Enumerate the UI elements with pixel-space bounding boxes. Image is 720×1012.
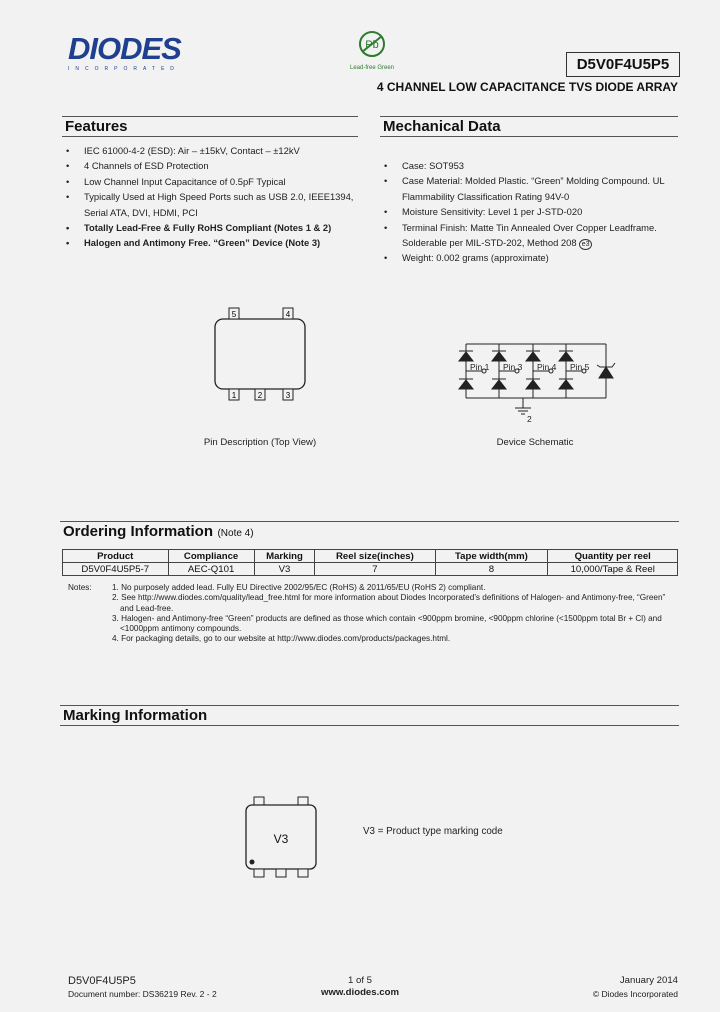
pin-label: 1: [231, 391, 237, 400]
diode-icon: [459, 380, 473, 389]
footer-document-number: Document number: DS36219 Rev. 2 - 2: [68, 989, 217, 999]
note-text: 2. See http://www.diodes.com/quality/lead_free.html for more information about Diodes Incorporated’s definitions of Halogen- and Antimony-free, “Green”: [112, 593, 666, 603]
column-header: Reel size(inches): [315, 550, 435, 563]
diode-icon: [459, 352, 473, 361]
footer-page: 1 of 5: [347, 975, 372, 986]
notes-label: Notes:: [68, 583, 92, 592]
chip-marking-text: V3: [273, 832, 289, 846]
mechanical-item: [380, 220, 680, 251]
footer-website-link[interactable]: www.diodes.com: [320, 987, 399, 998]
table-cell: D5V0F4U5P5-7: [63, 563, 169, 576]
feature-item: • 4 Channels of ESD Protection: [62, 158, 358, 173]
logo-text: DIODES: [68, 31, 181, 66]
column-header: Tape width(mm): [435, 550, 548, 563]
ordering-notes: [68, 583, 678, 645]
schematic-pin-label: Pin 1: [470, 362, 490, 372]
feature-item: • Halogen and Antimony Free. “Green” Device (Note 3): [62, 235, 358, 250]
mechanical-item: • Weight: 0.002 grams (approximate): [380, 250, 680, 265]
footer-copyright: © Diodes Incorporated: [592, 989, 678, 999]
tvs-diode-icon: [599, 367, 613, 378]
pin-description-diagram: [205, 303, 315, 403]
mechanical-item-text: Terminal Finish: Matte Tin Annealed Over Copper Leadframe. Solderable per MIL-STD-202, Method 208: [402, 221, 657, 249]
lead-free-icon: [356, 30, 388, 58]
note-text: 4. For packaging details, go to our website at http://www.diodes.com/products/packages.html.: [112, 634, 451, 644]
diode-icon: [559, 352, 573, 361]
diode-icon: [526, 352, 540, 361]
pin-label: 3: [285, 391, 291, 400]
package-body: [215, 319, 305, 389]
marking-heading: Marking Information: [60, 705, 679, 726]
column-header: Marking: [254, 550, 315, 563]
diode-icon: [492, 380, 506, 389]
document-subtitle: 4 CHANNEL LOW CAPACITANCE TVS DIODE ARRAY: [376, 80, 678, 94]
mechanical-item: • Case: SOT953: [380, 158, 680, 173]
e3-mark: e3: [579, 239, 592, 250]
diode-icon: [492, 352, 506, 361]
note-text: 3. Halogen- and Antimony-free “Green” products are defined as those which contain <900ppm bromine, <900ppm chlorine (<1500ppm total Br + Cl) and: [112, 613, 662, 623]
ordering-title: Ordering Information: [63, 523, 213, 540]
schematic-pin-label: Pin 5: [570, 362, 590, 372]
pin-label: 5: [231, 310, 237, 319]
table-cell: V3: [254, 563, 315, 576]
table-cell: 8: [435, 563, 548, 576]
marking-package-diagram: [240, 793, 322, 883]
diodes-logo: [68, 33, 198, 75]
mechanical-item: • Moisture Sensitivity: Level 1 per J-STD-020: [380, 204, 680, 219]
pin-pad: [254, 797, 264, 805]
schematic-caption: Device Schematic: [496, 437, 574, 448]
note-text: <1000ppm antimony compounds.: [120, 624, 242, 634]
table-cell: 10,000/Tape & Reel: [548, 563, 678, 576]
pin-label: 4: [285, 310, 291, 319]
column-header: Compliance: [168, 550, 254, 563]
note-text: 1. No purposely added lead. Fully EU Directive 2002/95/EC (RoHS) & 2011/65/EU (RoHS 2) compliant.: [112, 583, 486, 592]
ordering-heading: [60, 521, 679, 542]
features-list: [62, 143, 358, 251]
mechanical-item: • Case Material: Molded Plastic. “Green” Molding Compound. UL Flammability Classification Rating 94V-0: [380, 173, 680, 204]
pin-pad: [254, 869, 264, 877]
features-heading: Features: [62, 116, 358, 137]
feature-item: • Low Channel Input Capacitance of 0.5pF Typical: [62, 174, 358, 189]
table-row: [63, 563, 678, 576]
footer-date: January 2014: [619, 975, 678, 986]
schematic-pin-label: Pin 4: [537, 362, 557, 372]
pin-pad: [298, 797, 308, 805]
column-header: Product: [63, 550, 169, 563]
mechanical-heading: Mechanical Data: [380, 116, 678, 137]
pin-label: 2: [257, 391, 263, 400]
part-number-box: D5V0F4U5P5: [566, 52, 680, 77]
pin-description-caption: Pin Description (Top View): [203, 437, 317, 448]
table-cell: 7: [315, 563, 435, 576]
ordering-table: [62, 549, 678, 576]
feature-item: • IEC 61000-4-2 (ESD): Air – ±15kV, Contact – ±12kV: [62, 143, 358, 158]
ground-pin-label: 2: [527, 414, 532, 424]
diode-icon: [559, 380, 573, 389]
pin-pad: [276, 869, 286, 877]
ordering-header-row: [63, 550, 678, 563]
note-text: and Lead-free.: [120, 603, 174, 613]
footer-part-number: D5V0F4U5P5: [68, 975, 136, 987]
device-schematic: [450, 336, 625, 428]
feature-item: • Totally Lead-Free & Fully RoHS Compliant (Notes 1 & 2): [62, 220, 358, 235]
table-cell: AEC-Q101: [168, 563, 254, 576]
marking-description: V3 = Product type marking code: [363, 826, 503, 837]
feature-item: • Typically Used at High Speed Ports such as USB 2.0, IEEE1394, Serial ATA, DVI, HDMI, PCI: [62, 189, 358, 220]
pin1-dot-icon: [250, 860, 255, 865]
leadfree-label: Lead-free Green: [349, 65, 395, 71]
leadfree-symbol: Pb: [365, 39, 379, 51]
logo-subtext: INCORPORATED: [68, 66, 180, 72]
column-header: Quantity per reel: [548, 550, 678, 563]
pin-pad: [298, 869, 308, 877]
lead-free-badge: [342, 30, 402, 70]
ordering-note-ref: (Note 4): [217, 528, 254, 539]
schematic-pin-label: Pin 3: [503, 362, 523, 372]
diode-icon: [526, 380, 540, 389]
mechanical-list: [380, 158, 680, 266]
